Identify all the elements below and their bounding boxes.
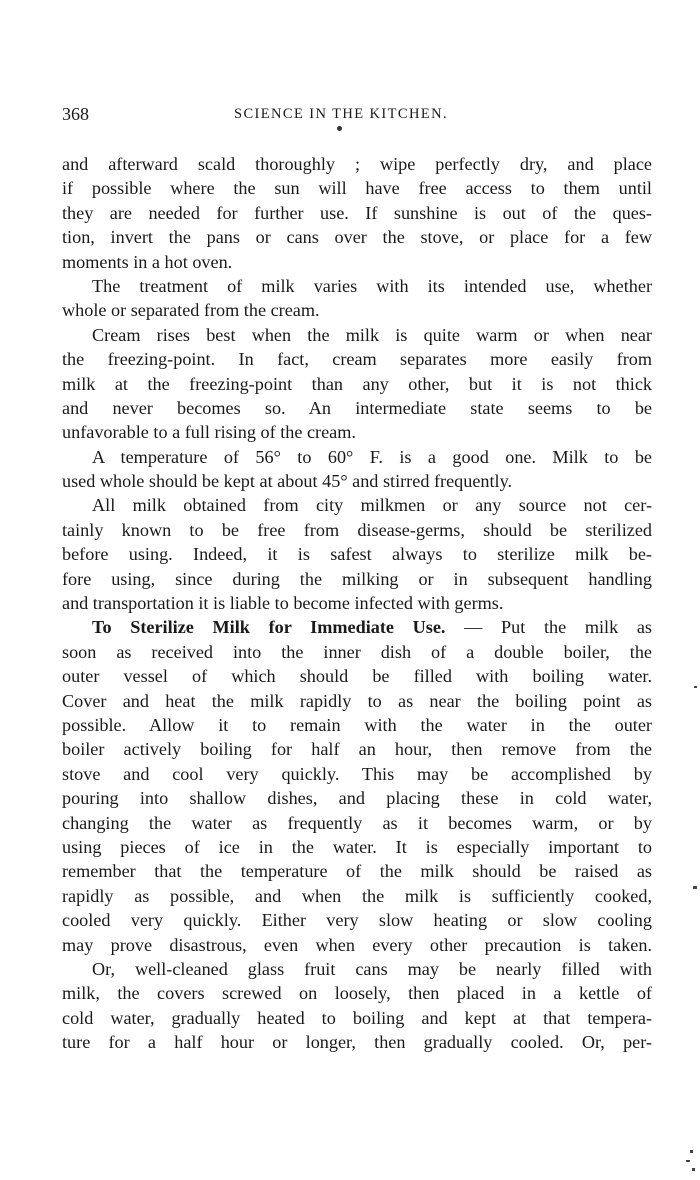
scan-speck <box>686 1160 690 1162</box>
text-line: ture for a half hour or longer, then gradually cooled. Or, per- <box>62 1032 652 1053</box>
paragraph <box>62 274 652 323</box>
scan-speck <box>690 1150 693 1153</box>
text-line: pouring into shallow dishes, and placing these in cold water, <box>62 788 652 809</box>
text-line: tainly known to be free from disease-germs, should be sterilized <box>62 519 652 540</box>
text-line: The treatment of milk varies with its intended use, whether <box>92 275 652 296</box>
text-line: the freezing-point. In fact, cream separates more easily from <box>62 349 652 370</box>
text-line: rapidly as possible, and when the milk is sufficiently cooked, <box>62 885 652 906</box>
text-line: soon as received into the inner dish of a double boiler, the <box>62 641 652 662</box>
text-line: outer vessel of which should be filled with boiling water. <box>62 666 652 687</box>
text-line <box>62 615 652 639</box>
book-page <box>62 104 652 1054</box>
text-line: fore using, since during the milking or in subsequent handling <box>62 568 652 589</box>
text-line: A temperature of 56° to 60° F. is a good one. Milk to be <box>92 446 652 467</box>
paragraph <box>62 445 652 494</box>
text-line: Or, well-cleaned glass fruit cans may be nearly filled with <box>92 958 652 979</box>
text-line: and transportation it is liable to become infected with germs. <box>62 593 504 614</box>
text-line: and never becomes so. An intermediate state seems to be <box>62 397 652 418</box>
page-header <box>62 104 652 130</box>
paragraph <box>62 152 652 274</box>
text-line: they are needed for further use. If sunshine is out of the ques- <box>62 202 652 223</box>
text-line: before using. Indeed, it is safest always to sterilize milk be- <box>62 544 652 565</box>
text-line: and afterward scald thoroughly ; wipe perfectly dry, and place <box>62 154 652 174</box>
text-line: whole or separated from the cream. <box>62 300 320 321</box>
text-line: if possible where the sun will have free access to them until <box>62 178 652 199</box>
text-line: using pieces of ice in the water. It is especially important to <box>62 836 652 857</box>
text-line: unfavorable to a full rising of the cream. <box>62 422 356 443</box>
text-line: stove and cool very quickly. This may be accomplished by <box>62 763 652 784</box>
body-text <box>62 152 652 1054</box>
text-line: tion, invert the pans or cans over the stove, or place for a few <box>62 227 652 248</box>
paragraph <box>62 323 652 445</box>
text-line: cold water, gradually heated to boiling and kept at that tempera- <box>62 1007 652 1028</box>
paragraph <box>62 615 652 956</box>
running-title: SCIENCE IN THE KITCHEN. <box>234 106 448 122</box>
text-line: Cream rises best when the milk is quite warm or when near <box>92 324 652 345</box>
text-line: used whole should be kept at about 45° and stirred frequently. <box>62 471 513 492</box>
text-line: milk, the covers screwed on loosely, then placed in a kettle of <box>62 983 652 1004</box>
scan-speck <box>693 886 697 889</box>
text-line: Cover and heat the milk rapidly to as near the boiling point as <box>62 690 652 711</box>
scan-speck <box>692 1168 695 1171</box>
text-line: possible. Allow it to remain with the water in the outer <box>62 714 652 735</box>
text-line: moments in a hot oven. <box>62 251 233 272</box>
text-line: may prove disastrous, even when every other precaution is taken. <box>62 934 652 955</box>
section-heading: To Sterilize Milk for Immediate Use. <box>92 617 446 638</box>
text-line: cooled very quickly. Either very slow heating or slow cooling <box>62 910 652 931</box>
page-number: 368 <box>62 104 89 124</box>
paragraph <box>62 957 652 1055</box>
text-line: All milk obtained from city milkmen or any source not cer- <box>92 495 652 516</box>
text-line: remember that the temperature of the milk should be raised as <box>62 861 652 882</box>
paragraph <box>62 493 652 615</box>
scan-speck <box>694 686 697 688</box>
text-line: milk at the freezing-point than any other, but it is not thick <box>62 373 652 394</box>
heading-continuation: — Put the milk as <box>445 617 652 638</box>
text-line: changing the water as frequently as it becomes warm, or by <box>62 812 652 833</box>
text-line: boiler actively boiling for half an hour, then remove from the <box>62 739 652 760</box>
printer-mark <box>337 126 342 131</box>
